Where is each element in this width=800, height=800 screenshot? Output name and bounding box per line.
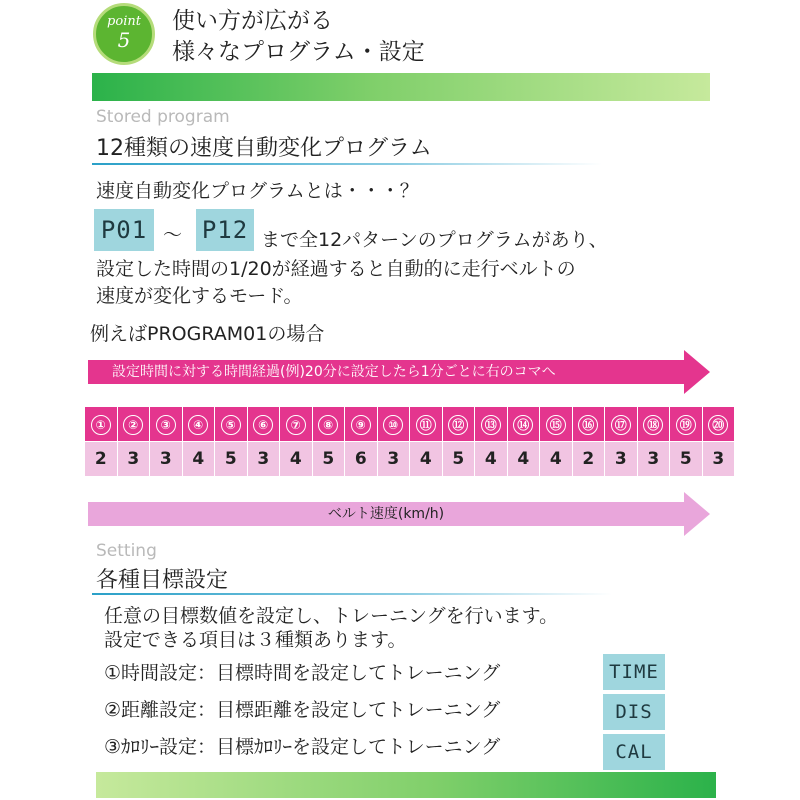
speed-cell: 6	[345, 442, 378, 477]
stored-underline	[92, 163, 602, 165]
heading-line2: 様々なプログラム・設定	[172, 39, 425, 65]
step-cell	[247, 407, 280, 442]
lcd-time: TIME	[603, 654, 665, 690]
step-cell	[280, 407, 313, 442]
speed-cell: 3	[377, 442, 410, 477]
green-divider-top	[92, 73, 710, 101]
desc-line1: まで全12パターンのプログラムがあり、	[261, 229, 608, 251]
speed-cell: 4	[540, 442, 573, 477]
step-cell	[637, 407, 670, 442]
step-cell	[540, 407, 573, 442]
speed-cell: 2	[572, 442, 605, 477]
step-number: ⑦	[286, 415, 306, 435]
step-cell	[377, 407, 410, 442]
time-arrow-label: 設定時間に対する時間経過(例)20分に設定したら1分ごとに右のコマへ	[112, 364, 556, 380]
step-cell	[507, 407, 540, 442]
stored-question: 速度自動変化プログラムとは・・・？	[96, 180, 419, 202]
heading-line1: 使い方が広がる	[172, 8, 333, 34]
step-number: ⑧	[318, 415, 338, 435]
step-number: ②	[123, 415, 143, 435]
speed-cell: 4	[507, 442, 540, 477]
setting-underline	[92, 593, 612, 595]
speed-cell: 3	[150, 442, 183, 477]
page-heading	[172, 6, 425, 68]
point-badge	[93, 3, 155, 65]
stored-jp-title: 12種類の速度自動変化プログラム	[96, 136, 432, 161]
time-arrow	[88, 350, 710, 394]
desc-line3: 速度が変化するモード。	[96, 285, 303, 307]
step-cell	[670, 407, 703, 442]
step-number: ①	[91, 415, 111, 435]
program-table	[84, 406, 735, 477]
speed-cell: 5	[442, 442, 475, 477]
speed-cell: 3	[247, 442, 280, 477]
speed-cell: 5	[312, 442, 345, 477]
step-number: ⑯	[578, 415, 598, 435]
step-number: ⑨	[351, 415, 371, 435]
step-number: ⑮	[546, 415, 566, 435]
point-number: 5	[117, 28, 131, 52]
step-cell	[410, 407, 443, 442]
setting-item-distance: ②距離設定：目標距離を設定してトレーニング	[104, 699, 501, 721]
point-word: point	[107, 14, 141, 29]
step-number: ⑱	[643, 415, 663, 435]
step-row	[85, 407, 735, 442]
speed-arrow-label: ベルト速度(km/h)	[327, 506, 445, 522]
speed-cell: 3	[637, 442, 670, 477]
lcd-cal: CAL	[603, 734, 665, 770]
speed-row	[85, 442, 735, 477]
step-cell	[605, 407, 638, 442]
step-number: ⑲	[676, 415, 696, 435]
setting-item-time: ①時間設定：目標時間を設定してトレーニング	[104, 662, 501, 684]
speed-cell: 2	[85, 442, 118, 477]
step-number: ⑳	[708, 415, 728, 435]
lcd-p01: P01	[94, 209, 154, 251]
speed-cell: 5	[670, 442, 703, 477]
step-cell	[182, 407, 215, 442]
desc-line2: 設定した時間の1/20が経過すると自動的に走行ベルトの	[96, 258, 576, 280]
step-cell	[345, 407, 378, 442]
step-number: ⑤	[221, 415, 241, 435]
step-cell	[702, 407, 735, 442]
step-cell	[572, 407, 605, 442]
setting-jp-title: 各種目標設定	[96, 568, 229, 593]
step-cell	[85, 407, 118, 442]
stored-en-title: Stored program	[96, 107, 230, 127]
step-number: ⑰	[611, 415, 631, 435]
setting-intro1: 任意の目標数値を設定し、トレーニングを行います。	[104, 605, 559, 627]
step-number: ③	[156, 415, 176, 435]
step-cell	[150, 407, 183, 442]
step-number: ⑪	[416, 415, 436, 435]
step-cell	[117, 407, 150, 442]
speed-cell: 5	[215, 442, 248, 477]
step-cell	[312, 407, 345, 442]
step-cell	[475, 407, 508, 442]
step-number: ⑬	[481, 415, 501, 435]
step-number: ⑫	[448, 415, 468, 435]
setting-item-calorie: ③ｶﾛﾘｰ設定：目標ｶﾛﾘｰを設定してトレーニング	[104, 736, 501, 758]
speed-arrow	[88, 492, 710, 536]
speed-cell: 4	[475, 442, 508, 477]
setting-en-title: Setting	[96, 541, 157, 561]
speed-cell: 4	[410, 442, 443, 477]
tilde-text: ～	[163, 224, 183, 246]
step-number: ⑩	[383, 415, 403, 435]
step-number: ⑥	[253, 415, 273, 435]
green-divider-bottom	[96, 772, 716, 798]
speed-cell: 3	[117, 442, 150, 477]
step-cell	[442, 407, 475, 442]
step-cell	[215, 407, 248, 442]
step-number: ⑭	[513, 415, 533, 435]
speed-cell: 4	[182, 442, 215, 477]
example-label: 例えばPROGRAM01の場合	[90, 323, 325, 345]
lcd-p12: P12	[196, 209, 254, 251]
step-number: ④	[188, 415, 208, 435]
speed-cell: 3	[605, 442, 638, 477]
speed-cell: 4	[280, 442, 313, 477]
speed-cell: 3	[702, 442, 735, 477]
lcd-dis: DIS	[603, 694, 665, 730]
setting-intro2: 設定できる項目は３種類あります。	[104, 629, 407, 651]
